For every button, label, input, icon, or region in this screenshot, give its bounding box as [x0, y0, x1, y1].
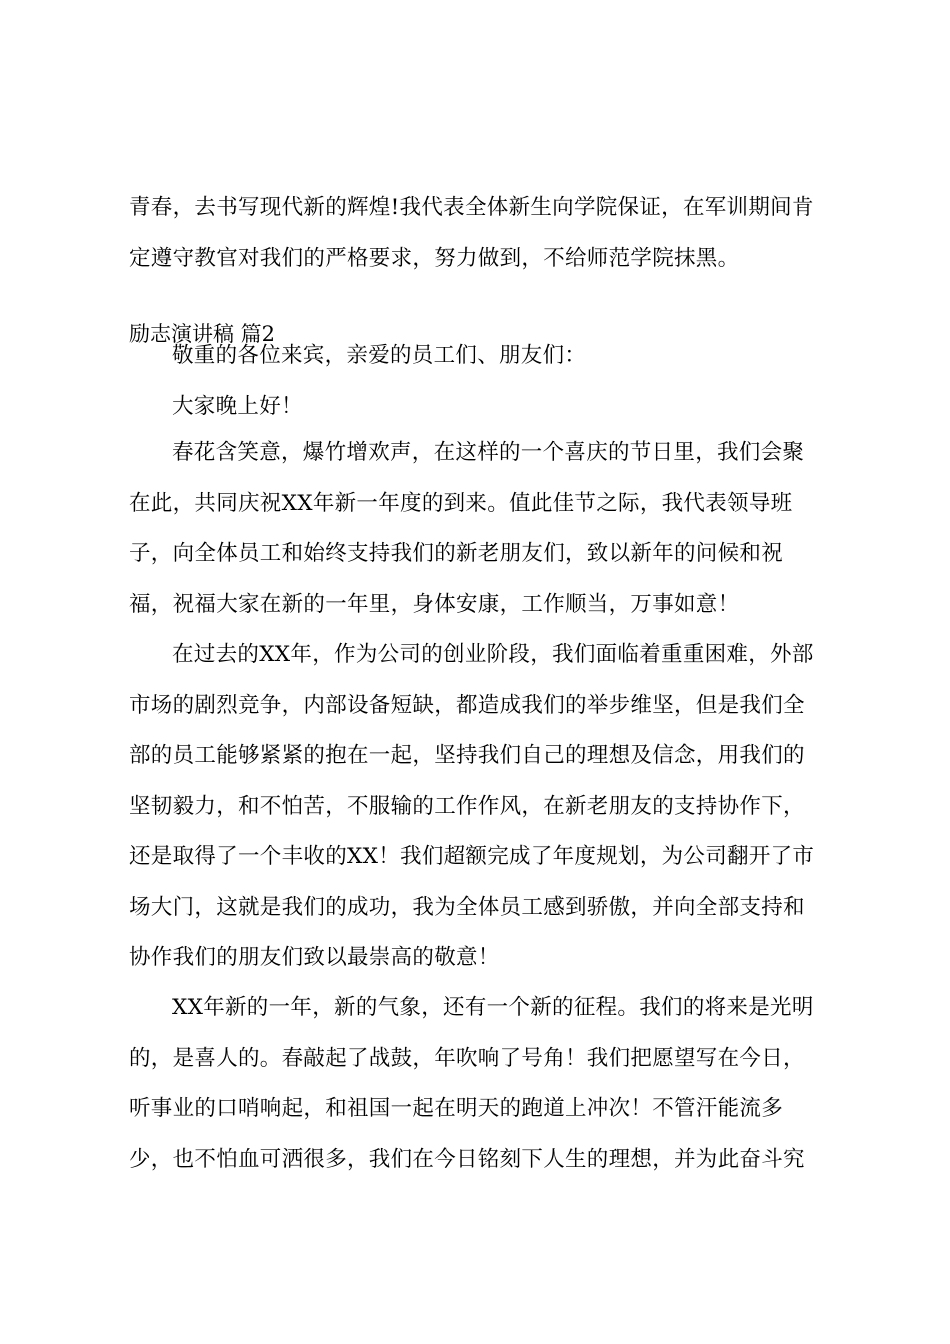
text-line: 青春，去书写现代新的辉煌!我代表全体新生向学院保证，在军训期间肯: [129, 195, 814, 220]
text-line: 福，祝福大家在新的一年里，身体安康，工作顺当，万事如意！: [129, 591, 740, 617]
text-line: 听事业的口哨响起，和祖国一起在明天的跑道上冲次！不管汗能流多: [129, 1096, 784, 1121]
text-line: 少，也不怕血可洒很多，我们在今日铭刻下人生的理想，并为此奋斗究: [129, 1146, 805, 1172]
paragraph-1: [129, 428, 831, 630]
paragraph-2: [129, 630, 831, 984]
text-line: 协作我们的朋友们致以最崇高的敬意！: [129, 945, 500, 970]
text-line: 在此，共同庆祝XX年新一年度的到来。值此佳节之际，我代表领导班: [129, 490, 793, 516]
text-line: 还是取得了一个丰收的XX！我们超额完成了年度规划，为公司翻开了市: [129, 844, 815, 869]
section-heading: 励志演讲稿 篇2: [129, 322, 276, 346]
paragraph-3: [129, 983, 831, 1185]
text-line: XX年新的一年，新的气象，还有一个新的征程。我们的将来是光明: [172, 995, 814, 1020]
text-line: 场大门，这就是我们的成功，我为全体员工感到骄傲，并向全部支持和: [129, 894, 805, 920]
salutation: [129, 331, 831, 382]
text-line: 市场的剧烈竞争，内部设备短缺，都造成我们的举步维坚，但是我们全: [129, 692, 805, 718]
continuation-paragraph: [129, 183, 831, 284]
text-line: 大家晚上好！: [172, 394, 303, 419]
greeting: [129, 382, 831, 433]
text-line: 春花含笑意，爆竹增欢声，在这样的一个喜庆的节日里，我们会聚: [172, 440, 805, 465]
text-line: 敬重的各位来宾，亲爱的员工们、朋友们：: [172, 343, 587, 368]
text-line: 子，向全体员工和始终支持我们的新老朋友们，致以新年的问候和祝: [129, 541, 784, 566]
text-line: 部的员工能够紧紧的抱在一起，坚持我们自己的理想及信念，用我们的: [129, 743, 805, 768]
text-line: 在过去的XX年，作为公司的创业阶段，我们面临着重重困难，外部: [172, 642, 814, 667]
text-line: 坚韧毅力，和不怕苦，不服输的工作作风，在新老朋友的支持协作下，: [129, 793, 805, 819]
text-line: 定遵守教官对我们的严格要求，努力做到，不给师范学院抹黑。: [129, 245, 740, 271]
text-line: 的，是喜人的。春敲起了战鼓，年吹响了号角！我们把愿望写在今日，: [129, 1045, 805, 1071]
